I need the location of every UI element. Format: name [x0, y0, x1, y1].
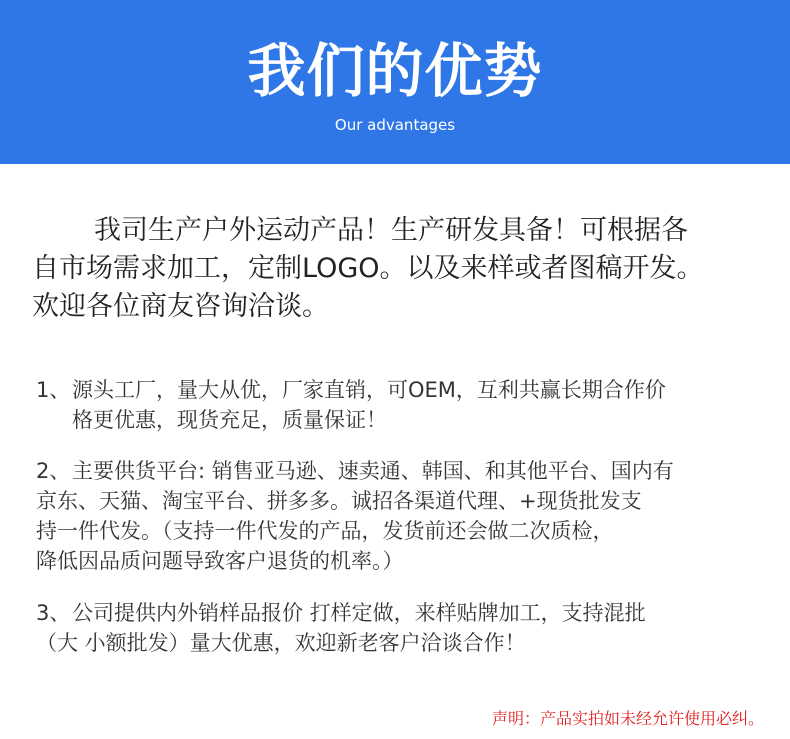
intro-line: 自市场需求加工，定制LOGO。以及来样或者图稿开发。 [32, 253, 704, 284]
intro-line: 我司生产户外运动产品！生产研发具备！可根据各 [94, 215, 688, 246]
advantage-line: 京东、天猫、淘宝平台、拼多多。诚招各渠道代理、+现货批发支 [36, 489, 642, 513]
advantage-number: 3、 [36, 601, 71, 625]
advantage-item [36, 598, 766, 658]
advantage-number: 2、 [36, 459, 71, 483]
advantage-text [36, 456, 766, 576]
advantage-line: 主要供货平台: 销售亚马逊、速卖通、韩国、和其他平台、国内有 [72, 459, 674, 483]
page-subtitle: Our advantages [334, 116, 456, 134]
advantage-line: （大 小额批发）量大优惠，欢迎新老客户洽谈合作！ [36, 631, 526, 655]
advantage-item [36, 375, 766, 435]
advantage-line: 公司提供内外销样品报价 打样定做，来样贴牌加工，支持混批 [72, 601, 646, 625]
advantage-number: 1、 [36, 378, 71, 402]
advantage-line: 格更优惠，现货充足，质量保证！ [72, 408, 387, 432]
header-banner [0, 0, 790, 164]
advantages-list [36, 375, 766, 658]
advantage-line: 持一件代发。（支持一件代发的产品，发货前还会做二次质检， [36, 519, 614, 543]
copyright-notice: 声明：产品实拍如未经允许使用必纠。 [491, 709, 764, 728]
page-title: 我们的优势 [247, 37, 543, 105]
advantage-line: 降低因品质问题导致客户退货的机率。） [36, 549, 404, 573]
intro-line: 欢迎各位商友咨询洽谈。 [32, 291, 329, 322]
advantage-text [72, 375, 766, 435]
advantage-line: 源头工厂，量大从优，厂家直销，可OEM，互利共赢长期合作价 [72, 378, 666, 402]
advantage-item [36, 456, 766, 576]
advantage-text [36, 598, 766, 658]
intro-paragraph [32, 212, 762, 326]
